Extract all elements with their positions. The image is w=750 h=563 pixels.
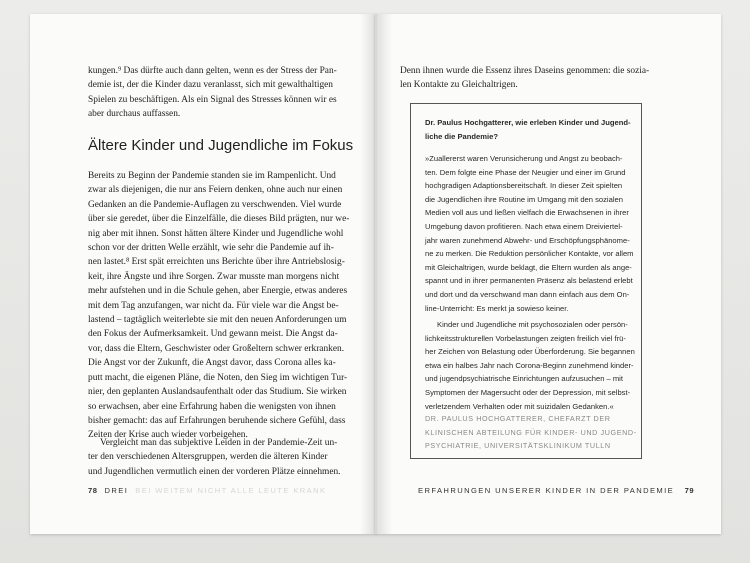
text-line: aber durchaus auffassen.	[88, 109, 181, 120]
text-line: hochgradigen Adaptionsbereitschaft. In dieser Zeit spielten	[425, 181, 623, 191]
text-line: vor, dass die Eltern, Geschwister oder Großeltern schwer erkranken.	[88, 343, 345, 354]
left-paragraph-last	[88, 436, 341, 479]
text-line: Bereits zu Beginn der Pandemie standen sie im Rampenlicht. Und	[88, 171, 336, 181]
text-line: nen lastet.⁸ Erst spät erreichten uns Berichte über ihre Antriebslosig-	[88, 257, 345, 268]
text-line: etwa ein halbes Jahr nach Corona-Beginn zunehmend kinder-	[425, 360, 634, 370]
text-line: Die Angst vor der Zukunft, die Angst davor, dass Corona alles ka-	[88, 358, 336, 369]
left-chapter-label: DREI	[104, 486, 129, 495]
text-line: Denn ihnen wurde die Essenz ihres Daseins genommen: die sozia-	[400, 66, 650, 76]
text-line: Zeiten der Krise auch wieder vorbeigehen.	[88, 430, 248, 441]
section-heading: Ältere Kinder und Jugendliche im Fokus	[88, 137, 354, 154]
text-line: line-Unterricht: Es merkt ja sowieso keiner.	[425, 303, 569, 313]
text-line: »Zuallererst waren Verunsicherung und Angst zu beobach-	[425, 154, 623, 163]
text-line: putt macht, die eigenen Pläne, die Noten, den Sieg im wichtigen Tur-	[88, 372, 348, 383]
text-line: Kinder und Jugendliche mit psychosozialen oder persön-	[437, 320, 628, 329]
interview-answer-2	[425, 318, 635, 413]
text-line: len Kontakte zu Gleichaltrigen.	[400, 80, 518, 91]
text-line: jahr waren zunehmend Abwehr- und Erschöpfungsphänome-	[425, 235, 630, 245]
right-chapter-label: ERFAHRUNGEN UNSERER KINDER IN DER PANDEMIE	[418, 486, 675, 495]
text-line: den Fokus der Aufmerksamkeit. Und gewann meist. Die Angst da-	[88, 329, 338, 340]
text-line: Symptomen der Magersucht oder der Depression, mit selbst-	[425, 387, 631, 397]
text-line: liche die Pandemie?	[425, 131, 499, 141]
text-line: ter den verschiedenen Altersgruppen, werden die älteren Kinder	[88, 452, 328, 463]
text-line: lichkeitsstrukturellen Vorbelastungen zeigten freilich viel frü-	[425, 333, 626, 343]
interview-question	[425, 116, 631, 143]
right-folio	[418, 486, 694, 495]
book-gutter	[360, 14, 392, 534]
text-line: mit Gleichaltrigen, wurde beklagt, die Eltern wurden als ange-	[425, 262, 632, 272]
text-line: Umgebung davon profitieren. Nach etwa einem Dreiviertel-	[425, 221, 623, 231]
text-line: keit, ihre Ängste und ihre Sorgen. Zwar musste man morgens nicht	[88, 271, 340, 282]
text-line: und Jugendlichen vermutlich einen der vorderen Plätze einnehmen.	[88, 466, 341, 477]
text-line: so erwachsen, aber eine Erfahrung haben die wenigsten von ihnen	[88, 401, 336, 412]
interview-answer-1	[425, 152, 634, 315]
text-line: spannt und in ihrer permanenten Präsenz als belastend erlebt	[425, 276, 633, 286]
text-line: Vergleicht man das subjektive Leiden in der Pandemie-Zeit un-	[100, 438, 338, 448]
text-line: mit dem Tag anzufangen, war nicht da. Für viele war die Angst be-	[88, 300, 339, 311]
text-line: nier, den geplanten Auslandsaufenthalt oder das Studium. Sie wirken	[88, 387, 347, 398]
left-paragraph-top	[88, 64, 337, 122]
text-line: ten. Dem folgte eine Phase der Neugier und einer im Grund	[425, 167, 626, 177]
text-line: verletzendem Verhalten oder mit suizidalen Gedanken.«	[425, 401, 614, 411]
text-line: PSYCHIATRIE, UNIVERSITÄTSKLINIKUM TULLN	[425, 441, 611, 451]
left-page-number: 78	[88, 486, 98, 495]
text-line: und jugendpsychiatrische Einrichtungen aufzusuchen – mit	[425, 374, 623, 384]
text-line: und dort und da verschwand man dann einfach aus dem On-	[425, 289, 630, 299]
left-folio	[88, 486, 326, 495]
text-line: kungen.⁹ Das dürfte auch dann gelten, wenn es der Stress der Pan-	[88, 66, 337, 76]
text-line: KLINISCHEN ABTEILUNG FÜR KINDER- UND JUGEND-	[425, 427, 637, 437]
text-line: die Jugendlichen ihre Routine im Umgang mit den sozialen	[425, 194, 623, 204]
text-line: her Zeichen von Belastung oder Überforderung. Sie begannen	[425, 347, 635, 357]
right-page-number: 79	[684, 486, 695, 495]
text-line: DR. PAULUS HOCHGATTERER, CHEFARZT DER	[425, 414, 611, 423]
text-line: demie ist, der die Kinder dazu veranlasst, sich mit gewalthaltigen	[88, 80, 333, 91]
interview-attribution	[425, 412, 637, 453]
text-line: Medien voll aus und ließen vielfach die Erwachsenen in ihrer	[425, 208, 629, 218]
text-line: Spielen zu beschäftigen. Als ein Signal des Stresses können wir es	[88, 94, 337, 105]
text-line: bisher gemacht: das auf Erfahrungen beruhende sichere Gefühl, dass	[88, 415, 346, 426]
right-paragraph-top	[400, 64, 650, 93]
text-line: lastend – tagtäglich weiterlebte sie mit den neuen Anforderungen um	[88, 315, 347, 326]
text-line: nig aber mit ihnen. Sonst hätten ältere Kinder und Jugendliche wohl	[88, 228, 344, 239]
left-running-head-faint: BEI WEITEM NICHT ALLE LEUTE KRANK	[135, 486, 327, 495]
text-line: schon vor der dritten Welle erzählt, wie sehr die Pandemie auf ih-	[88, 243, 334, 254]
text-line: mehr aufstehen und in die Schule gehen, aber Energie, etwas anderes	[88, 286, 348, 297]
text-line: Gedanken an die Pandemie-Auflagen zu verschwenden. Viel wurde	[88, 199, 342, 210]
text-line: über sie geredet, über die Einzelfälle, die dieses Bild prägten, nur we-	[88, 214, 350, 225]
text-line: zwar als diejenigen, die nur ans Feiern denken, ohne auch nur einen	[88, 185, 343, 196]
text-line: Dr. Paulus Hochgatterer, wie erleben Kinder und Jugend-	[425, 118, 631, 127]
text-line: ne zu merken. Die Reduktion persönlicher Kontakte, vor allem	[425, 249, 634, 259]
